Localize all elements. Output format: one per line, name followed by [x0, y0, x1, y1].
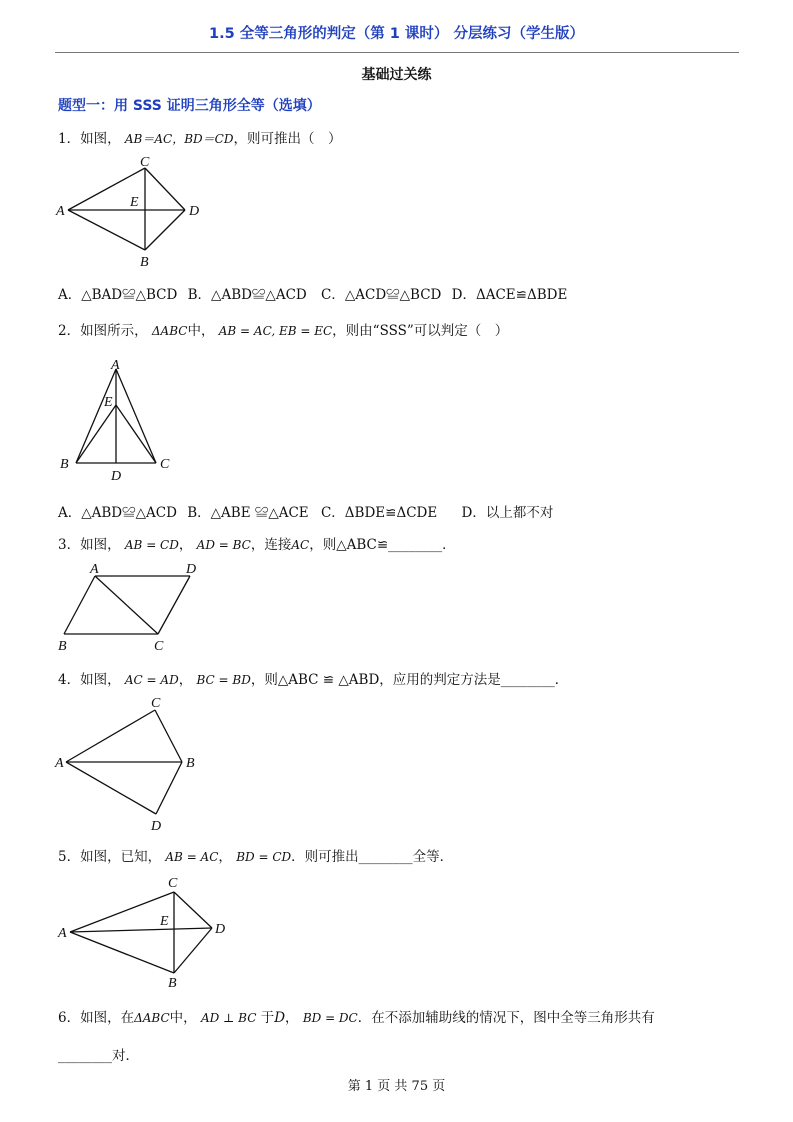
question-2-mid: 中，: [187, 323, 215, 339]
q1-option-d[interactable]: D．ΔACE≌ΔBDE: [451, 287, 568, 303]
question-1-post: ，则可推出（ ）: [233, 131, 342, 147]
question-2-number: 2．: [58, 323, 81, 339]
fig1-segment-bd: [145, 210, 185, 250]
question-6-mid-2: 于: [260, 1010, 275, 1026]
question-3-mid: ，连接: [250, 537, 292, 553]
question-3-pre: 如图，: [80, 537, 121, 553]
fig5-label-b: B: [168, 976, 177, 991]
fig4-segment-db: [156, 762, 182, 814]
fig3-segment-cd: [158, 576, 190, 634]
fig2-segment-ac: [116, 369, 156, 463]
fig5-label-d: D: [215, 922, 226, 937]
question-2-math: AB = AC, EB = EC: [218, 324, 333, 338]
fig2-label-b: B: [60, 457, 69, 472]
figure-5: [50, 870, 240, 995]
fig4-segment-ad: [66, 762, 156, 814]
fig4-label-a: A: [55, 756, 64, 771]
fig2-segment-eb: [76, 405, 116, 463]
question-3-math-1: AB = CD: [124, 538, 179, 552]
question-3-math-2: AD = BC: [196, 538, 251, 552]
question-3-post: ，则△ABC≌________．: [309, 537, 456, 553]
fig5-segment-bd: [174, 928, 212, 973]
fig2-label-a: A: [111, 358, 120, 373]
question-6: [58, 1006, 655, 1026]
question-4-math-1: AC = AD: [124, 673, 179, 687]
q1-option-b[interactable]: B．△ABD≌△ACD: [187, 287, 307, 303]
question-4-math-2: BC = BD: [196, 673, 251, 687]
question-3-sep: ，: [178, 537, 193, 553]
fig3-label-b: B: [58, 639, 67, 654]
figure-4: [50, 690, 220, 835]
q1-option-c[interactable]: C．△ACD≌△BCD: [321, 287, 442, 303]
fig5-segment-ad: [70, 928, 212, 932]
question-4-pre: 如图，: [80, 672, 121, 688]
fig1-label-c: C: [140, 155, 150, 170]
fig4-label-d: D: [151, 819, 162, 834]
question-4: [58, 668, 568, 688]
fig1-segment-ab: [68, 210, 145, 250]
question-6-line-2: ________对．: [58, 1048, 139, 1064]
fig4-label-c: C: [151, 696, 161, 711]
page-footer: 第 1 页 共 75 页: [347, 1079, 446, 1094]
question-2-triangle: ΔABC: [151, 324, 188, 338]
header-divider: [55, 52, 739, 53]
question-6-pre: 如图，在: [80, 1010, 135, 1026]
q1-option-a[interactable]: A．△BAD≌△BCD: [58, 287, 178, 303]
question-6-math-2: BD = DC: [302, 1011, 358, 1025]
fig2-label-d: D: [111, 469, 122, 484]
q2-option-b[interactable]: B．△ABE ≌△ACE: [187, 505, 309, 521]
question-6-post: ．在不添加辅助线的情况下，图中全等三角形共有: [357, 1010, 655, 1026]
question-5-post: ．则可推出________全等．: [291, 849, 454, 865]
question-1-pre: 如图，: [80, 131, 121, 147]
fig5-segment-ac: [70, 892, 174, 932]
figure-3: [50, 558, 220, 658]
fig1-label-d: D: [189, 204, 200, 219]
fig2-label-c: C: [160, 457, 170, 472]
question-4-sep: ，: [178, 672, 193, 688]
question-2-post: ，则由“SSS”可以判定（ ）: [332, 323, 509, 339]
question-1-math: AB＝AC，BD＝CD: [124, 132, 234, 146]
question-2-pre: 如图所示，: [80, 323, 148, 339]
question-2: [58, 319, 508, 339]
fig5-label-e: E: [160, 914, 169, 929]
question-5-pre: 如图，已知，: [80, 849, 162, 865]
figure-1: [50, 152, 220, 272]
question-5-math-2: BD = CD: [236, 850, 292, 864]
question-1-number: 1．: [58, 131, 81, 147]
question-3-math-3: AC: [291, 538, 310, 552]
fig4-label-b: B: [186, 756, 195, 771]
fig2-segment-ec: [116, 405, 156, 463]
fig3-segment-ab: [64, 576, 95, 634]
q2-option-d[interactable]: D．以上都不对: [461, 505, 554, 521]
question-4-number: 4．: [58, 672, 81, 688]
fig1-label-e: E: [130, 195, 139, 210]
question-3-number: 3．: [58, 537, 81, 553]
question-5-sep: ，: [218, 849, 232, 865]
fig4-segment-ac: [66, 710, 155, 762]
fig5-segment-cd: [174, 892, 212, 928]
fig2-segment-ab: [76, 369, 116, 463]
fig5-label-a: A: [58, 926, 67, 941]
fig5-label-c: C: [168, 876, 178, 891]
question-4-post: ，则△ABC ≌ △ABD，应用的判定方法是________．: [250, 672, 569, 688]
section-title: 基础过关练: [361, 67, 432, 83]
question-5-number: 5．: [58, 849, 81, 865]
fig5-segment-ab: [70, 932, 174, 973]
fig1-label-a: A: [56, 204, 65, 219]
q2-option-c[interactable]: C．ΔBDE≌ΔCDE: [320, 505, 438, 521]
fig3-label-a: A: [90, 562, 99, 577]
question-6-triangle: ΔABC: [134, 1011, 170, 1025]
question-6-point-d: D: [274, 1010, 286, 1026]
fig1-label-b: B: [140, 255, 149, 270]
question-6-number: 6．: [58, 1010, 81, 1026]
fig3-label-d: D: [186, 562, 197, 577]
question-1: [58, 127, 341, 147]
fig1-segment-cd: [145, 168, 185, 210]
q2-option-a[interactable]: A．△ABD≌△ACD: [58, 505, 177, 521]
question-5: [58, 845, 453, 865]
question-1-options: [58, 283, 567, 303]
question-type-heading: 题型一：用 SSS 证明三角形全等（选填）: [58, 98, 321, 114]
question-2-options: [58, 501, 553, 521]
question-6-sep: ，: [285, 1010, 299, 1026]
fig2-label-e: E: [104, 395, 113, 410]
fig4-segment-cb: [155, 710, 182, 762]
question-6-math-1: AD ⊥ BC: [200, 1011, 257, 1025]
question-5-math-1: AB = AC: [165, 850, 219, 864]
fig3-label-c: C: [154, 639, 164, 654]
page-header-title: 1.5 全等三角形的判定（第 1 课时） 分层练习（学生版）: [209, 26, 584, 42]
fig3-segment-ac: [95, 576, 158, 634]
question-6-mid-1: 中，: [169, 1010, 197, 1026]
figure-2: [50, 355, 190, 485]
question-3: [58, 533, 456, 553]
